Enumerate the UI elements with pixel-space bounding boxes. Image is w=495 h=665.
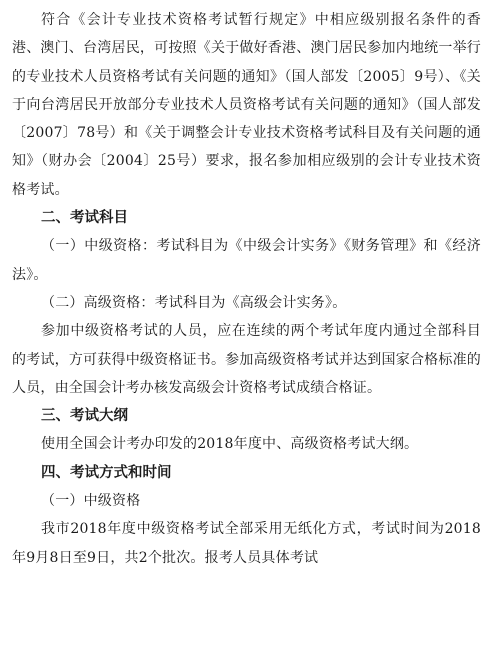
paragraph-intermediate-qualification: （一）中级资格 <box>41 493 141 510</box>
paragraph-intermediate-subjects: （一）中级资格：考试科目为《中级会计实务》《财务管理》和《经济法》。 <box>12 238 481 283</box>
paragraph-syllabus: 使用全国会计考办印发的2018年度中、高级资格考试大纲。 <box>41 436 419 453</box>
paragraph-advanced-subjects: （二）高级资格：考试科目为《高级会计实务》。 <box>41 294 347 311</box>
heading-exam-syllabus: 三、考试大纲 <box>41 407 128 425</box>
paragraph-exam-schedule: 我市2018年度中级资格考试全部采用无纸化方式，考试时间为2018年9月8日至9日，共2个批次。报考人员具体考试 <box>12 521 481 566</box>
paragraph-eligibility: 符合《会计专业技术资格考试暂行规定》中相应级别报名条件的香港、澳门、台湾居民，可按照《关于做好香港、澳门居民参加内地统一举行的专业技术人员资格考试有关问题的通知》（国人部发〔2005〕9号）、《关于向台湾居民开放部分专业技术人员资格考试有关问题的通知》（国人部发〔2007〕78号）和《关于调整会计专业技术资格考试科目及有关问题的通知》（财办会〔2004〕25号）要求，报名参加相应级别的会计专业技术资格考试。 <box>12 12 481 198</box>
heading-exam-method-time: 四、考试方式和时间 <box>41 463 172 481</box>
heading-exam-subjects: 二、考试科目 <box>41 209 128 227</box>
paragraph-certificate-rules: 参加中级资格考试的人员，应在连续的两个考试年度内通过全部科目的考试，方可获得中级资格证书。参加高级资格考试并达到国家合格标准的人员，由全国会计考办核发高级会计资格考试成绩合格证。 <box>12 323 481 396</box>
